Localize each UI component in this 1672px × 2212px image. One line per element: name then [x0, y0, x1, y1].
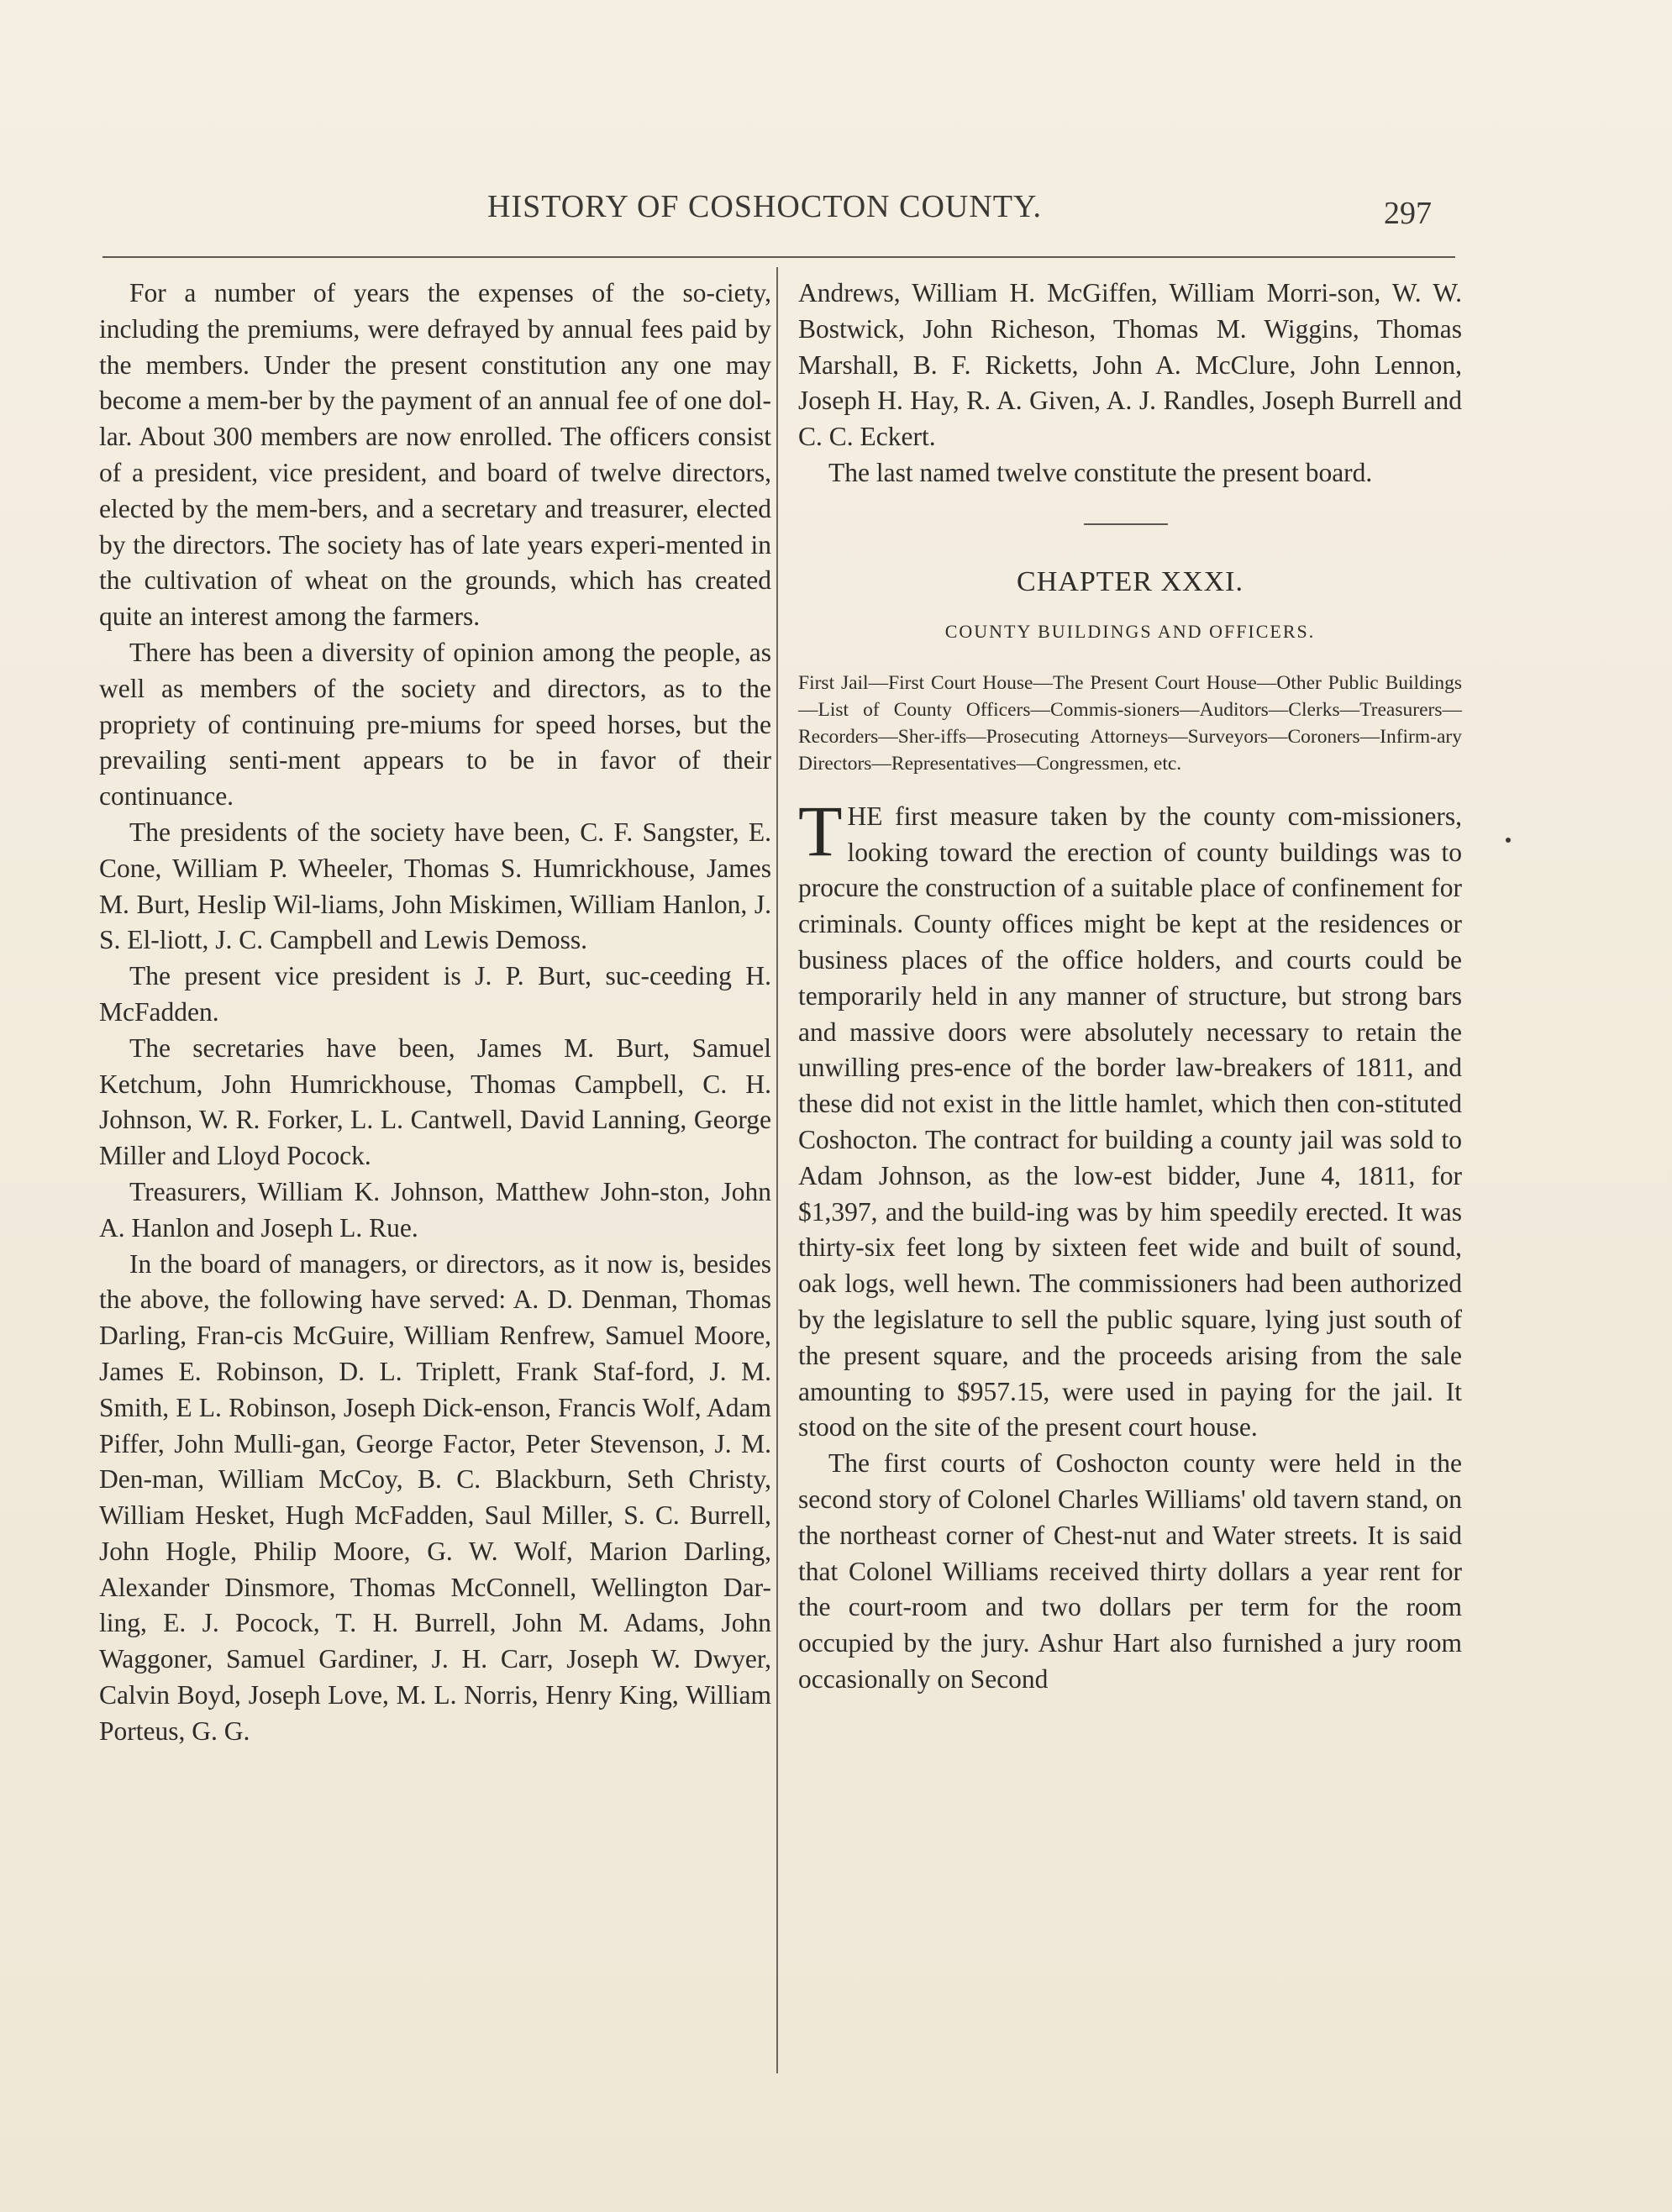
- left-column: [99, 276, 771, 1750]
- column-divider: [776, 267, 778, 2073]
- paragraph-board-note: The last named twelve constitute the present board.: [828, 457, 1373, 487]
- chapter-subtitle: COUNTY BUILDINGS AND OFFICERS.: [944, 620, 1316, 642]
- paragraph-treasurers: Treasurers, William K. Johnson, Matthew John-ston, John A. Hanlon and Joseph L. Rue.: [99, 1176, 771, 1243]
- paragraph-society-fees: For a number of years the expenses of the so-ciety, including the premiums, were defrayed by annual fees paid by the members. Under the present constitution any one may become a mem-ber by the payment of an annual fee of one dol-lar. About 300 members are now enrolled. The officers consist of a president, vice president, and board of twelve directors, elected by the mem-bers, and a secretary and treasurer, elected by the directors. The society has of late years experi-mented in the cultivation of wheat on the grounds, which has created quite an interest among the farmers.: [99, 278, 771, 632]
- paragraph-board-of-managers: In the board of managers, or directors, as it now is, besides the above, the following have served: A. D. Denman, Thomas Darling, Fran-cis McGuire, William Renfrew, Samuel Moore, James E. Robinson, D. L. Triplett, Frank Staf-ford, J. M. Smith, E L. Robinson, Joseph Dick-enson, Francis Wolf, Adam Piffer, John Mulli-gan, George Factor, Peter Stevenson, J. M. Den-man, William McCoy, B. C. Blackburn, Seth Christy, William Hesket, Hugh McFadden, Saul Miller, S. C. Burrell, John Hogle, Philip Moore, G. W. Wolf, Marion Darling, Alexander Dinsmore, Thomas McConnell, Wellington Dar-ling, E. J. Pocock, T. H. Burrell, John M. Adams, John Waggoner, Samuel Gardiner, J. H. Carr, Joseph W. Dwyer, Calvin Boyd, Joseph Love, M. L. Norris, Henry King, William Porteus, G. G.: [99, 1248, 771, 1746]
- paragraph-vice-president: The present vice president is J. P. Burt, suc-ceeding H. McFadden.: [99, 961, 771, 1027]
- running-title: HISTORY OF COSHOCTON COUNTY.: [487, 189, 1043, 224]
- chapter-summary-text: First Jail—First Court House—The Present Court House—Other Public Buildings—List of County Officers—Commis-sioners—Auditors—Clerks—Treasurers—Recorders—Sher-iffs—Prosecuting Attorneys—Surveyors—Coroners—Infirm-ary Directors—Representatives—Congressmen, etc.: [798, 671, 1462, 775]
- page-number: 297: [1384, 196, 1432, 231]
- margin-dot: [1506, 838, 1511, 843]
- header-rule: [103, 256, 1455, 258]
- paragraph-first-courts: The first courts of Coshocton county were held in the second story of Colonel Charles Williams' old tavern stand, on the northeast corner of Chest-nut and Water streets. It is said that Colonel Williams received thirty dollars a year rent for the court-room and two dollars per term for the room occupied by the jury. Ashur Hart also furnished a jury room occasionally on Second: [798, 1448, 1462, 1694]
- paragraph-continuation: Andrews, William H. McGiffen, William Morri-son, W. W. Bostwick, John Richeson, Thomas M. Wiggins, Thomas Marshall, B. F. Ricketts, John A. McClure, John Lennon, Joseph H. Hay, R. A. Given, A. J. Randles, Joseph Burrell and C. C. Eckert.: [798, 278, 1462, 452]
- paragraph-presidents: The presidents of the society have been, C. F. Sangster, E. Cone, William P. Wheeler, Thomas S. Humrickhouse, James M. Burt, Heslip Wil-liams, John Miskimen, William Hanlon, J. S. El-liott, J. C. Campbell and Lewis Demoss.: [99, 817, 771, 955]
- paragraph-first-jail: [798, 790, 1462, 1446]
- chapter-heading: CHAPTER XXXI.: [1017, 565, 1243, 597]
- drop-cap: T: [798, 790, 843, 871]
- right-column: [798, 276, 1462, 1698]
- paragraph-secretaries: The secretaries have been, James M. Burt, Samuel Ketchum, John Humrickhouse, Thomas Campbell, C. H. Johnson, W. R. Forker, L. L. Cantwell, David Lanning, George Miller and Lloyd Pocock.: [99, 1032, 771, 1171]
- first-jail-text: HE first measure taken by the county com-missioners, looking toward the erection of county buildings was to procure the construction of a suitable place of confinement for criminals. County offices might be kept at the residences or business places of the office holders, and courts could be temporarily held in any manner of structure, but strong bars and massive doors were absolutely necessary to retain the unwilling pres-ence of the border law-breakers of 1811, and these did not exist in the little hamlet, which then con-stituted Coshocton. The contract for building a county jail was sold to Adam Johnson, as the low-est bidder, June 4, 1811, for $1,397, and the build-ing was by him speedily erected. It was thirty-six feet long by sixteen feet wide and built of sound, oak logs, well hewn. The commissioners had been authorized by the legislature to sell the public square, lying just south of the present square, and the proceeds arising from the sale amounting to $957.15, were used in paying for the jail. It stood on the site of the present court house.: [798, 801, 1462, 1442]
- chapter-summary: [798, 670, 1462, 777]
- section-divider: [1084, 523, 1168, 525]
- paragraph-speed-horses: There has been a diversity of opinion among the people, as well as members of the society and directors, as to the propriety of continuing pre-miums for speed horses, but the prevailing senti-ment appears to be in favor of their continuance.: [99, 637, 771, 812]
